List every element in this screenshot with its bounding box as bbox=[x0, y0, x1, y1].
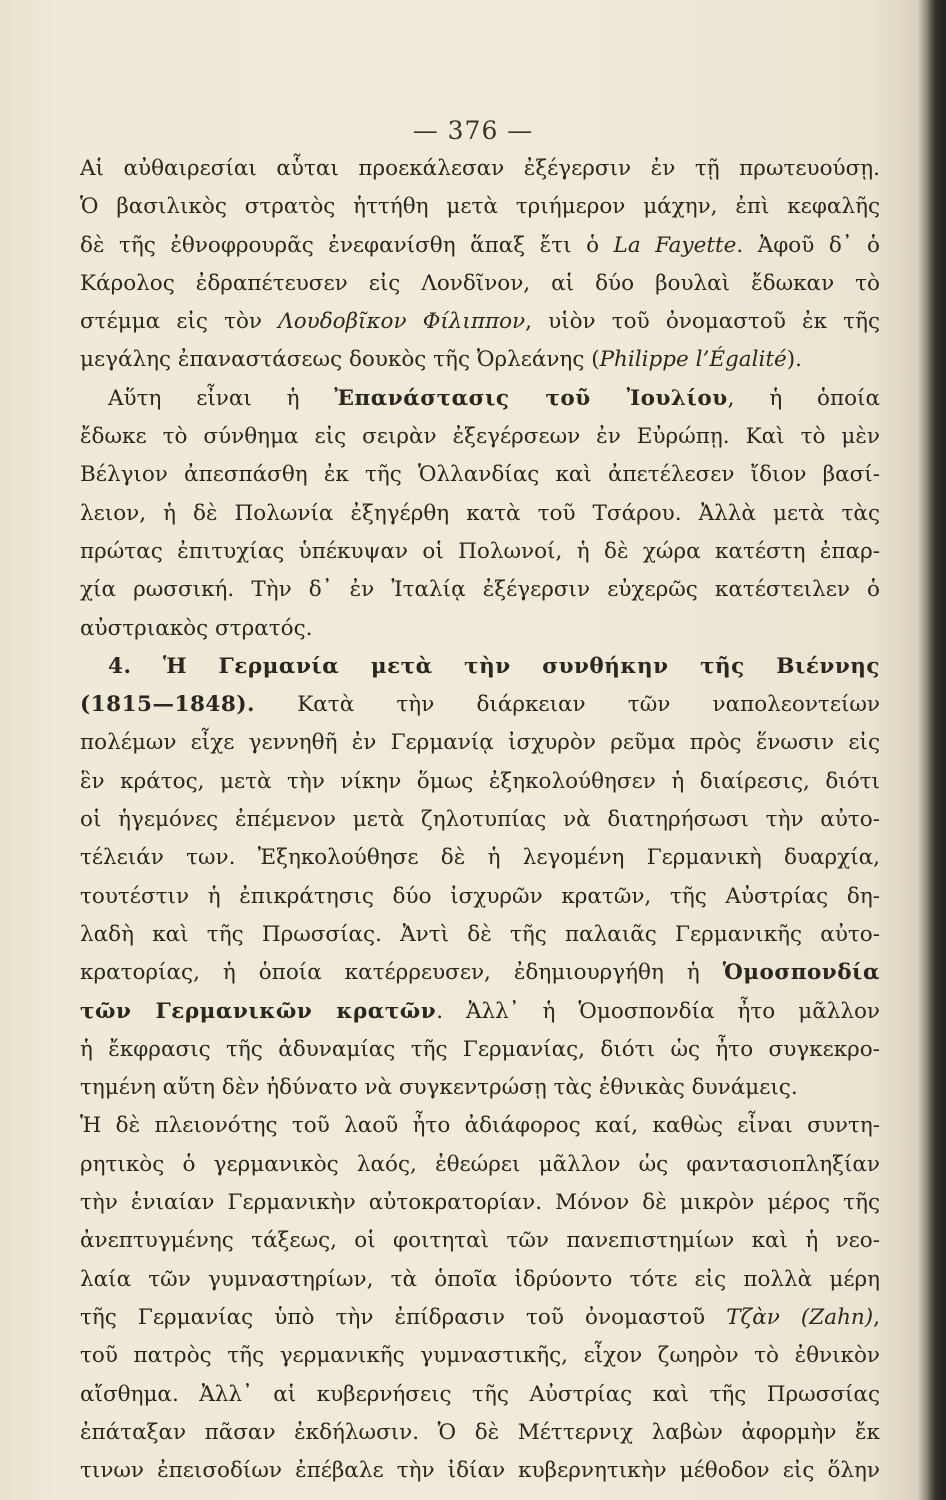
text-run: τὴν ἑνιαίαν Γερμανικὴν αὐτοκρατορίαν. Μόνον δὲ μικρὸν μέρος τῆς bbox=[80, 1190, 880, 1216]
bold-text: Ὁμοσπονδία bbox=[722, 960, 880, 986]
text-line bbox=[80, 188, 880, 226]
text-run: Αἱ αὐθαιρεσίαι αὗται προεκάλεσαν ἐξέγερσιν ἐν τῇ πρωτευούσῃ. bbox=[80, 156, 880, 181]
text-run: μεγάλης ἐπαναστάσεως δουκὸς τῆς Ὀρλεάνης ( bbox=[80, 347, 600, 373]
text-run: αὐστριακὸς στρατός. bbox=[80, 615, 313, 641]
text-line bbox=[80, 533, 880, 571]
text-line bbox=[80, 150, 880, 188]
text-run: λειον, ἡ δὲ Πολωνία ἐξηγέρθη κατὰ τοῦ Τσάρου. Ἀλλὰ μετὰ τὰς bbox=[80, 500, 880, 526]
text-run: τέλειάν των. Ἐξηκολούθησε δὲ ἡ λεγομένη Γερμανικὴ δυαρχία, bbox=[80, 845, 880, 871]
text-line bbox=[80, 916, 880, 954]
text-line bbox=[80, 954, 880, 992]
text-line bbox=[80, 686, 880, 724]
text-run: . Ἀλλ᾽ ἡ Ὁμοσπονδία ἦτο μᾶλλον bbox=[436, 998, 880, 1024]
italic-text: Τζὰν (Zahn) bbox=[726, 1304, 874, 1330]
page-edge-shadow bbox=[928, 0, 946, 1500]
text-line bbox=[80, 1414, 880, 1452]
text-line bbox=[80, 1337, 880, 1375]
text-line bbox=[80, 1452, 880, 1490]
text-run: οἱ ἡγεμόνες ἐπέμενον μετὰ ζηλοτυπίας νὰ διατηρήσωσι τὴν αὐτο- bbox=[80, 807, 880, 833]
body-text bbox=[80, 150, 880, 1490]
text-run: χία ρωσσική. Τὴν δ᾽ ἐν Ἰταλίᾳ ἐξέγερσιν εὐχερῶς κατέστειλεν ὁ bbox=[80, 577, 880, 603]
text-run: Ὁ βασιλικὸς στρατὸς ἡττήθη μετὰ τριήμερον μάχην, ἐπὶ κεφαλῆς bbox=[80, 194, 880, 220]
text-line bbox=[80, 1261, 880, 1299]
italic-text: La Fayette bbox=[613, 232, 737, 258]
text-run: στέμμα εἰς τὸν bbox=[80, 309, 279, 335]
text-line bbox=[80, 495, 880, 533]
text-line bbox=[80, 801, 880, 839]
text-line bbox=[80, 418, 880, 456]
text-line bbox=[80, 303, 880, 341]
text-run: ἐπάταξαν πᾶσαν ἐκδήλωσιν. Ὁ δὲ Μέττερνιχ λαβὼν ἀφορμὴν ἔκ bbox=[80, 1419, 880, 1445]
text-run: ἀνεπτυγμένης τάξεως, οἱ φοιτηταὶ τῶν πανεπιστημίων καὶ ἡ νεο- bbox=[80, 1228, 880, 1254]
text-run: Ἡ δὲ πλειονότης τοῦ λαοῦ ἦτο ἀδιάφορος καί, καθὼς εἶναι συντη- bbox=[80, 1113, 880, 1139]
text-line bbox=[80, 1222, 880, 1260]
text-line bbox=[80, 763, 880, 801]
bold-text: τῶν Γερμανικῶν κρατῶν bbox=[80, 998, 437, 1024]
text-line bbox=[80, 1146, 880, 1184]
text-line bbox=[80, 993, 880, 1031]
text-line bbox=[80, 878, 880, 916]
text-line bbox=[80, 724, 880, 762]
text-run: Βέλγιον ἀπεσπάσθη ἐκ τῆς Ὁλλανδίας καὶ ἀπετέλεσεν ἴδιον βασί- bbox=[80, 462, 880, 488]
text-line bbox=[80, 1184, 880, 1222]
text-line bbox=[80, 610, 880, 648]
text-run: αἴσθημα. Ἀλλ᾽ αἱ κυβερνήσεις τῆς Αὐστρίας καὶ τῆς Πρωσσίας bbox=[80, 1381, 880, 1407]
text-run: Κάρολος ἐδραπέτευσεν εἰς Λονδῖνον, αἱ δύο βουλαὶ ἔδωκαν τὸ bbox=[80, 270, 880, 296]
text-line bbox=[80, 1299, 880, 1337]
text-line bbox=[80, 1107, 880, 1145]
text-run: δὲ τῆς ἐθνοφρουρᾶς ἐνεφανίσθη ἅπαξ ἔτι ὁ bbox=[80, 232, 614, 258]
text-line bbox=[80, 1069, 880, 1107]
text-line bbox=[80, 265, 880, 303]
bold-text: Ἐπανάστασις τοῦ Ἰουλίου bbox=[334, 385, 728, 411]
text-run: , ἡ ὁποία bbox=[727, 385, 880, 411]
text-line bbox=[80, 648, 880, 686]
text-run: ἡ ἔκφρασις τῆς ἀδυναμίας τῆς Γερμανίας, διότι ὡς ἦτο συγκεκρο- bbox=[80, 1036, 880, 1062]
text-run: τῆς Γερμανίας ὑπὸ τὴν ἐπίδρασιν τοῦ ὀνομαστοῦ bbox=[80, 1304, 727, 1330]
italic-text: Philippe l’Égalité bbox=[599, 347, 787, 373]
text-run: τημένη αὕτη δὲν ἠδύνατο νὰ συγκεντρώσῃ τὰς ἐθνικὰς δυνάμεις. bbox=[80, 1075, 798, 1101]
text-run: λαδὴ καὶ τῆς Πρωσσίας. Ἀντὶ δὲ τῆς παλαιᾶς Γερμανικῆς αὐτο- bbox=[80, 921, 880, 947]
bold-text: (1815—1848). bbox=[80, 692, 256, 718]
text-line bbox=[80, 839, 880, 877]
text-line bbox=[80, 571, 880, 609]
text-run: ἔδωκε τὸ σύνθημα εἰς σειρὰν ἐξεγέρσεων ἐν Εὐρώπῃ. Καὶ τὸ μὲν bbox=[80, 424, 880, 450]
text-run: ρητικὸς ὁ γερμανικὸς λαός, ἐθεώρει μᾶλλον ὡς φαντασιοπληξίαν bbox=[80, 1151, 880, 1177]
text-run: ἓν κράτος, μετὰ τὴν νίκην ὅμως ἐξηκολούθησεν ἡ διαίρεσις, διότι bbox=[80, 768, 880, 794]
page-number: — 376 — bbox=[412, 116, 534, 145]
text-run: τινων ἐπεισοδίων ἐπέβαλε τὴν ἰδίαν κυβερνητικὴν μέθοδον εἰς ὅλην bbox=[80, 1458, 880, 1484]
text-line bbox=[80, 341, 880, 379]
text-run: λαία τῶν γυμναστηρίων, τὰ ὁποῖα ἱδρύοντο τότε εἰς πολλὰ μέρη bbox=[80, 1266, 880, 1292]
text-line bbox=[80, 1376, 880, 1414]
text-run: Κατὰ τὴν διάρκειαν τῶν ναπολεοντείων bbox=[255, 692, 880, 718]
text-run: , υἱὸν τοῦ ὀνομαστοῦ ἐκ τῆς bbox=[525, 309, 880, 335]
text-run: , bbox=[873, 1304, 880, 1330]
bold-text: 4. Ἡ Γερμανία μετὰ τὴν συνθήκην τῆς Βιέννης bbox=[108, 653, 880, 679]
text-run: ). bbox=[786, 347, 802, 373]
text-run: πρώτας ἐπιτυχίας ὑπέκυψαν οἱ Πολωνοί, ἡ δὲ χώρα κατέστη ἐπαρ- bbox=[80, 538, 880, 564]
text-line bbox=[80, 456, 880, 494]
italic-text: Λουδοβῖκον Φίλιππον bbox=[278, 309, 526, 335]
text-run: τοῦ πατρὸς τῆς γερμανικῆς γυμναστικῆς, εἶχον ζωηρὸν τὸ ἐθνικὸν bbox=[80, 1343, 880, 1369]
text-line bbox=[80, 227, 880, 265]
text-line bbox=[80, 1031, 880, 1069]
text-run: . Ἀφοῦ δ᾽ ὁ bbox=[736, 232, 880, 258]
text-run: Αὕτη εἶναι ἡ bbox=[108, 385, 335, 411]
text-run: τουτέστιν ἡ ἐπικράτησις δύο ἰσχυρῶν κρατῶν, τῆς Αὐστρίας δη- bbox=[80, 883, 880, 909]
text-line bbox=[80, 380, 880, 418]
text-run: πολέμων εἶχε γεννηθῆ ἐν Γερμανίᾳ ἰσχυρὸν ρεῦμα πρὸς ἕνωσιν εἰς bbox=[80, 730, 880, 756]
text-run: κρατορίας, ἡ ὁποία κατέρρευσεν, ἐδημιουργήθη ἡ bbox=[80, 960, 723, 986]
